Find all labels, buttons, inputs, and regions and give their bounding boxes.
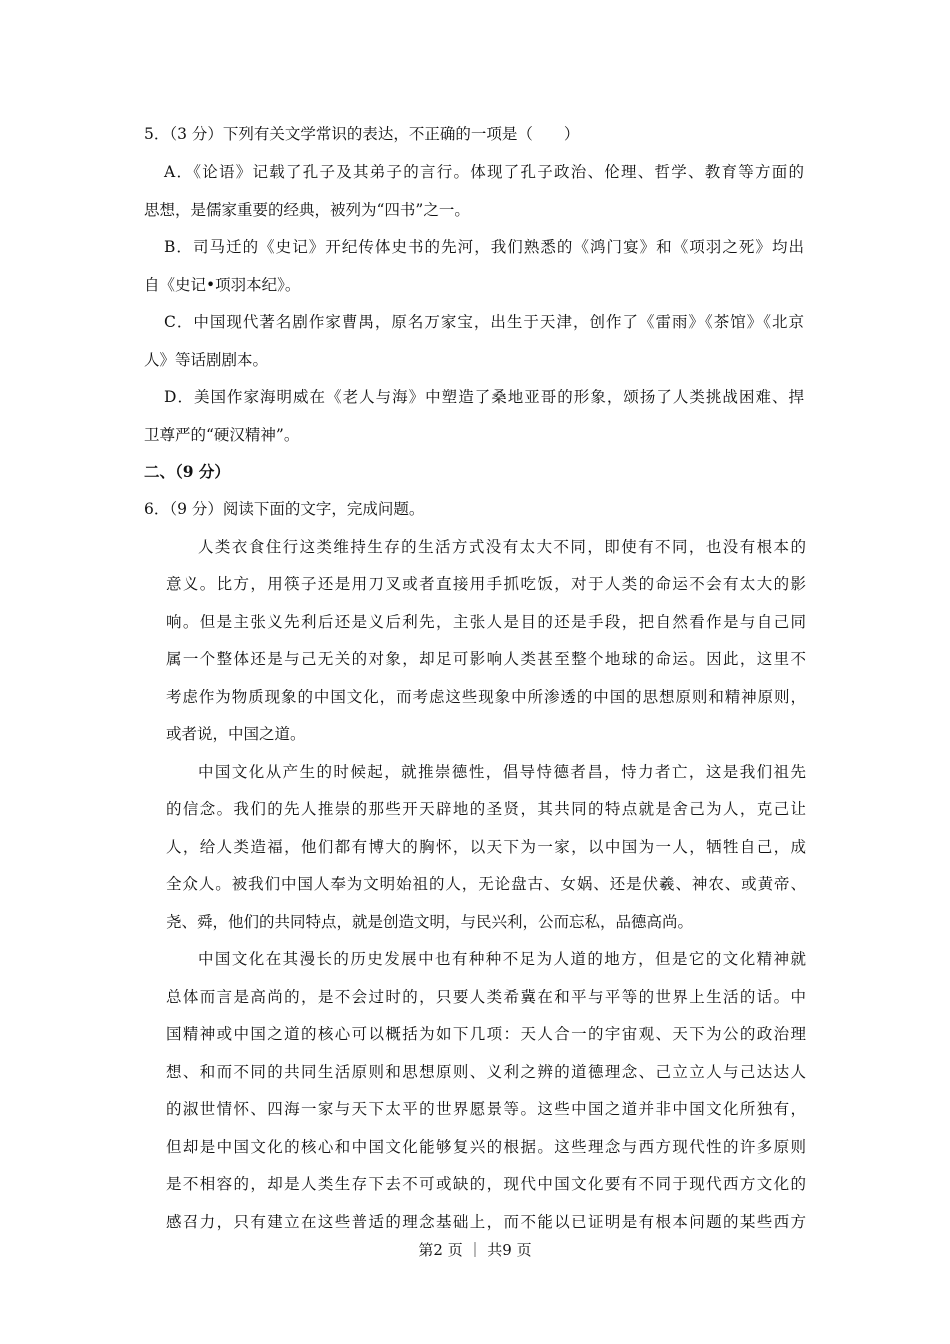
passage-p3-line4: 想、和而不同的共同生活原则和思想原则、义利之辨的道德理念、己立立人与己达达人 — [166, 1063, 806, 1081]
passage-p2-line4: 全众人。被我们中国人奉为文明始祖的人，无论盘古、女娲、还是伏羲、神农、或黄帝、 — [166, 875, 806, 893]
question-5-option-b-line1: B．司马迁的《史记》开纪传体史书的先河，我们熟悉的《鸿门宴》和《项羽之死》均出 — [164, 238, 804, 256]
passage-p1-line4: 属一个整体还是与己无关的对象，却足可影响人类甚至整个地球的命运。因此，这里不 — [166, 650, 806, 668]
section-2-heading: 二、（9 分） — [144, 462, 230, 481]
question-5-stem: 5．（3 分）下列有关文学常识的表达，不正确的一项是（ ） — [144, 125, 580, 143]
passage-p1-line3: 响。但是主张义先利后还是义后利先，主张人是目的还是手段，把自然看作是与自己同 — [166, 613, 806, 631]
question-5-option-c-line2: 人》等话剧剧本。 — [144, 351, 269, 369]
passage-p3-line3: 国精神或中国之道的核心可以概括为如下几项：天人合一的宇宙观、天下为公的政治理 — [166, 1025, 806, 1043]
passage-p3-line2: 总体而言是高尚的，是不会过时的，只要人类希冀在和平与平等的世界上生活的话。中 — [166, 988, 806, 1006]
passage-p3-line5: 的淑世情怀、四海一家与天下太平的世界愿景等。这些中国之道并非中国文化所独有， — [166, 1100, 806, 1118]
question-5-option-d-line2: 卫尊严的“硬汉精神”。 — [144, 426, 300, 444]
passage-p1-line6: 或者说，中国之道。 — [166, 725, 306, 743]
passage-p1-line1: 人类衣食住行这类维持生存的生活方式没有太大不同，即使有不同，也没有根本的 — [198, 538, 806, 556]
passage-p2-line5: 尧、舜，他们的共同特点，就是创造文明，与民兴利，公而忘私，品德高尚。 — [166, 913, 694, 931]
passage-p1-line5: 考虑作为物质现象的中国文化，而考虑这些现象中所渗透的中国的思想原则和精神原则， — [166, 688, 806, 706]
question-5-option-a-line2: 思想，是儒家重要的经典，被列为“四书”之一。 — [144, 201, 470, 219]
question-6-stem: 6．（9 分）阅读下面的文字，完成问题。 — [144, 500, 425, 518]
passage-p2-line2: 的信念。我们的先人推崇的那些开天辟地的圣贤，其共同的特点就是舍己为人，克己让 — [166, 800, 806, 818]
passage-p3-line6: 但却是中国文化的核心和中国文化能够复兴的根据。这些理念与西方现代性的许多原则 — [166, 1138, 806, 1156]
passage-p2-line3: 人，给人类造福，他们都有博大的胸怀，以天下为一家，以中国为一人，牺牲自己，成 — [166, 838, 806, 856]
question-5-option-a-line1: A．《论语》记载了孔子及其弟子的言行。体现了孔子政治、伦理、哲学、教育等方面的 — [164, 163, 804, 181]
passage-p3-line7: 是不相容的，却是人类生存下去不可或缺的，现代中国文化要有不同于现代西方文化的 — [166, 1175, 806, 1193]
question-5-option-b-line2: 自《史记•项羽本纪》。 — [144, 276, 301, 294]
question-5-option-d-line1: D．美国作家海明威在《老人与海》中塑造了桑地亚哥的形象，颂扬了人类挑战困难、捍 — [164, 388, 804, 406]
passage-p1-line2: 意义。比方，用筷子还是用刀叉或者直接用手抓吃饭，对于人类的命运不会有太大的影 — [166, 575, 806, 593]
passage-p2-line1: 中国文化从产生的时候起，就推崇德性，倡导恃德者昌，恃力者亡，这是我们祖先 — [198, 763, 806, 781]
question-5-option-c-line1: C．中国现代著名剧作家曹禺，原名万家宝，出生于天津，创作了《雷雨》《茶馆》《北京 — [164, 313, 804, 331]
passage-p3-line1: 中国文化在其漫长的历史发展中也有种种不足为人道的地方，但是它的文化精神就 — [198, 950, 806, 968]
passage-p3-line8: 感召力，只有建立在这些普适的理念基础上，而不能以已证明是有根本问题的某些西方 — [166, 1213, 806, 1231]
page-footer: 第2 页 ｜ 共9 页 — [418, 1241, 532, 1259]
